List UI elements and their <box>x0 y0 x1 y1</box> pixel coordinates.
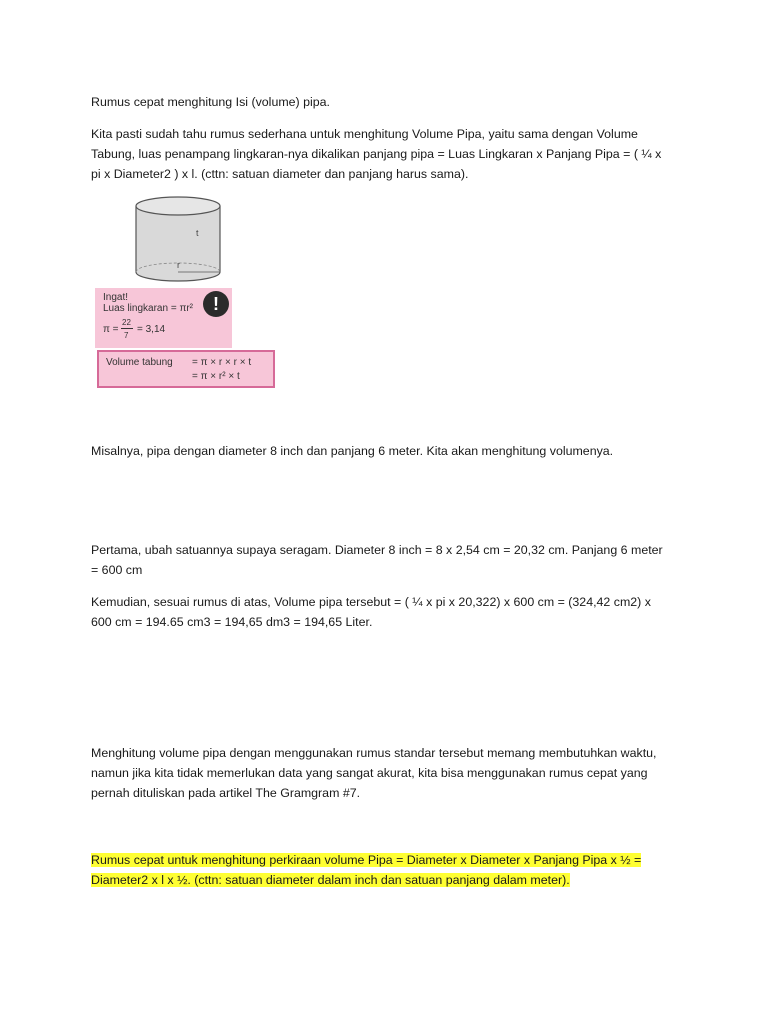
paragraph-step-1: Pertama, ubah satuannya supaya seragam. Diameter 8 inch = 8 x 2,54 cm = 20,32 cm. Panjang 6 meter = 600 cm <box>91 543 663 577</box>
label-t: t <box>196 228 199 238</box>
highlight-line-2: Diameter2 x l x ½. (cttn: satuan diameter dalam inch dan satuan panjang dalam meter). <box>91 873 570 887</box>
cylinder-figure <box>95 190 285 390</box>
ingat-title: Ingat! <box>103 292 129 303</box>
ingat-pi-num: 22 <box>122 318 131 327</box>
label-r: r <box>177 260 180 270</box>
paragraph-step-2: Kemudian, sesuai rumus di atas, Volume pipa tersebut = ( ¼ x pi x 20,322) x 600 cm = (324,42 cm2) x 600 cm = 194.65 cm3 = 194,65 dm3 = 194,65 Liter. <box>91 595 651 629</box>
volume-label: Volume tabung <box>106 357 173 368</box>
paragraph-example: Misalnya, pipa dengan diameter 8 inch dan panjang 6 meter. Kita akan menghitung volumenya. <box>91 444 614 458</box>
ingat-pi-left: π = <box>103 324 119 335</box>
ingat-pi-den: 7 <box>124 331 129 340</box>
paragraph-note: Menghitung volume pipa dengan menggunakan rumus standar tersebut memang membutuhkan waktu, namun jika kita tidak memerlukan data yang sangat akurat, kita bisa menggunakan rumus cepat yang pernah dituliskan pada artikel The Gramgram #7. <box>91 746 657 800</box>
doc-title: Rumus cepat menghitung Isi (volume) pipa. <box>91 95 330 109</box>
ingat-luas: Luas lingkaran = πr² <box>103 303 193 314</box>
volume-line-2: = π × r² × t <box>192 371 240 382</box>
ingat-pi-right: = 3,14 <box>137 324 166 335</box>
cylinder-illustration <box>133 194 243 289</box>
fraction-bar <box>121 328 133 329</box>
paragraph-intro: Kita pasti sudah tahu rumus sederhana untuk menghitung Volume Pipa, yaitu sama dengan Volume Tabung, luas penampang lingkaran-nya dikalikan panjang pipa = Luas Lingkaran x Panjang Pipa = ( ¼ x pi x Diameter2 ) x l. (cttn: satuan diameter dan panjang harus sama). <box>91 127 662 181</box>
exclamation-icon: ! <box>203 291 229 317</box>
highlight-line-1: Rumus cepat untuk menghitung perkiraan volume Pipa = Diameter x Diameter x Panjang Pipa x ½ = <box>91 853 642 867</box>
highlight-block <box>91 850 691 890</box>
volume-box <box>97 350 275 388</box>
volume-line-1: = π × r × r × t <box>192 357 252 368</box>
